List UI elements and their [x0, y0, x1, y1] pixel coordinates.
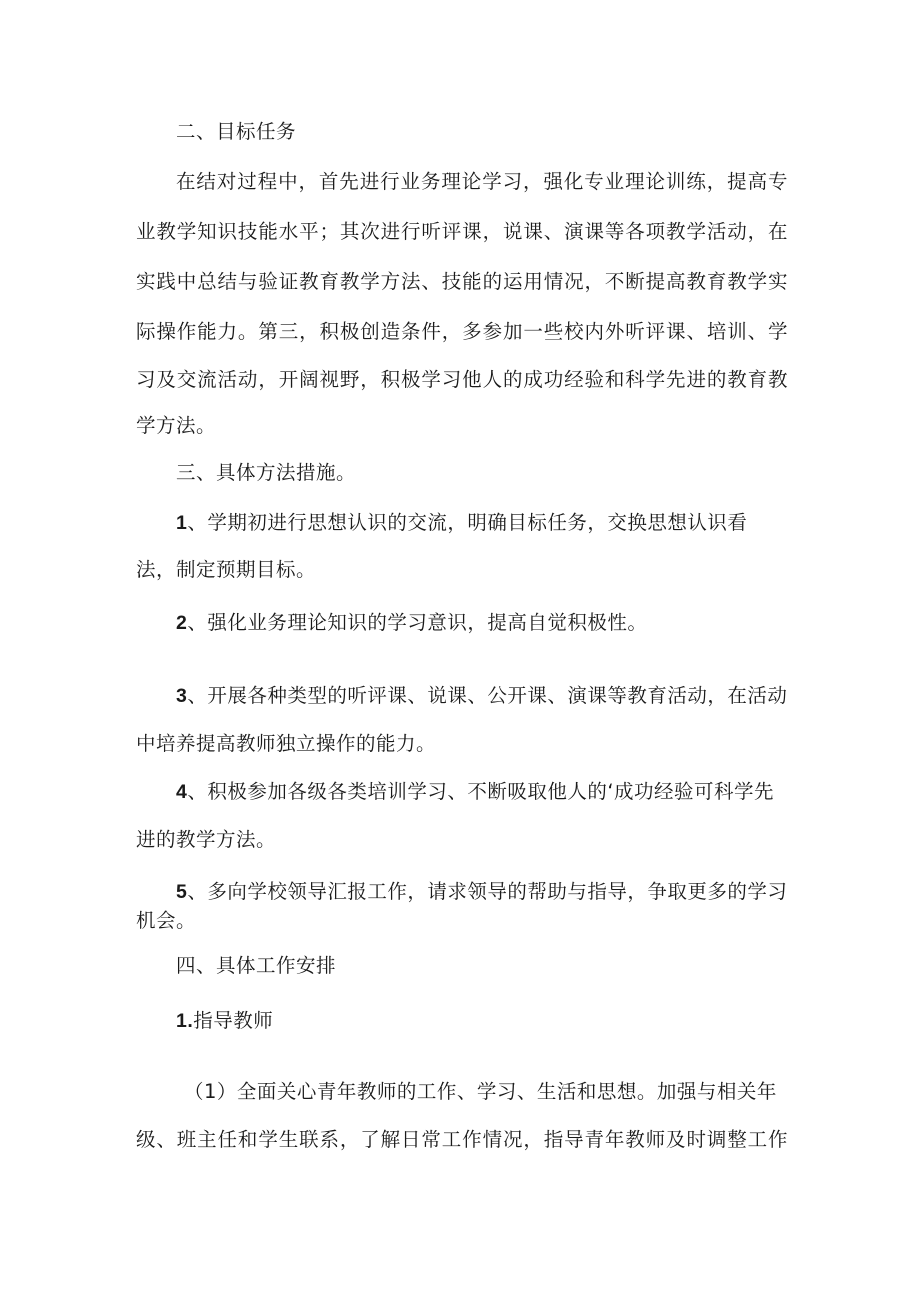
list-item-continuation: 法，制定预期目标。: [136, 558, 317, 581]
sub-item-continuation: 级、班主任和学生联系，了解日常工作情况，指导青年教师及时调整工作: [136, 1128, 788, 1151]
paragraph-line: 学方法。: [136, 414, 217, 437]
list-item-3: [176, 686, 787, 707]
list-number: 1.: [176, 1010, 194, 1032]
paragraph-line: 实践中总结与验证教育教学方法、技能的运用情况，不断提高教育教学实: [136, 270, 788, 293]
paragraph-line: 际操作能力。第三，积极创造条件，多参加一些校内外听评课、培训、学: [136, 320, 788, 343]
list-item-continuation: 进的教学方法。: [136, 828, 277, 851]
list-item-continuation: 中培养提高教师独立操作的能力。: [136, 732, 437, 755]
sub-item-text: 全面关心青年教师的工作、学习、生活和思想。加强与相关年: [236, 1080, 777, 1103]
list-number: 2: [176, 612, 188, 634]
section-heading-3: 三、具体方法措施。: [176, 461, 357, 484]
subheading-text: 指导教师: [193, 1009, 274, 1032]
list-item-5: [176, 882, 787, 903]
list-text: 、多向学校领导汇报工作，请求领导的帮助与指导，争取更多的学习: [187, 880, 788, 903]
list-item-1: [176, 513, 764, 534]
paragraph-line: 在结对过程中，首先进行业务理论学习，强化专业理论训练，提高专: [176, 170, 788, 193]
list-number: 5: [176, 881, 188, 903]
paragraph-line: 业教学知识技能水平；其次进行听评课，说课、演课等各项教学活动，在: [136, 220, 788, 243]
list-number: 1: [176, 512, 188, 534]
sub-item-1: [184, 1082, 777, 1102]
list-number: 3: [176, 685, 188, 707]
list-text: 、强化业务理论知识的学习意识，提高自觉积极性。: [187, 611, 648, 634]
list-item-2: [176, 613, 647, 634]
list-text: 、积极参加各级各类培训学习、不断吸取他人的‘成功经验可科学先: [187, 780, 775, 803]
section-heading-4: 四、具体工作安排: [176, 954, 337, 977]
list-item-4: [176, 782, 774, 803]
list-text: 、开展各种类型的听评课、说课、公开课、演课等教育活动，在活动: [187, 684, 788, 707]
list-number: 4: [176, 781, 188, 803]
subheading-1: [176, 1011, 273, 1032]
sub-item-number: （1）: [184, 1080, 237, 1103]
list-text: 、学期初进行思想认识的交流，明确目标任务，交换思想认识看: [187, 511, 748, 534]
paragraph-line: 习及交流活动，开阔视野，积极学习他人的成功经验和科学先进的教育教: [136, 368, 788, 391]
list-item-continuation: 机会。: [136, 909, 197, 932]
section-heading-2: 二、目标任务: [176, 120, 297, 143]
